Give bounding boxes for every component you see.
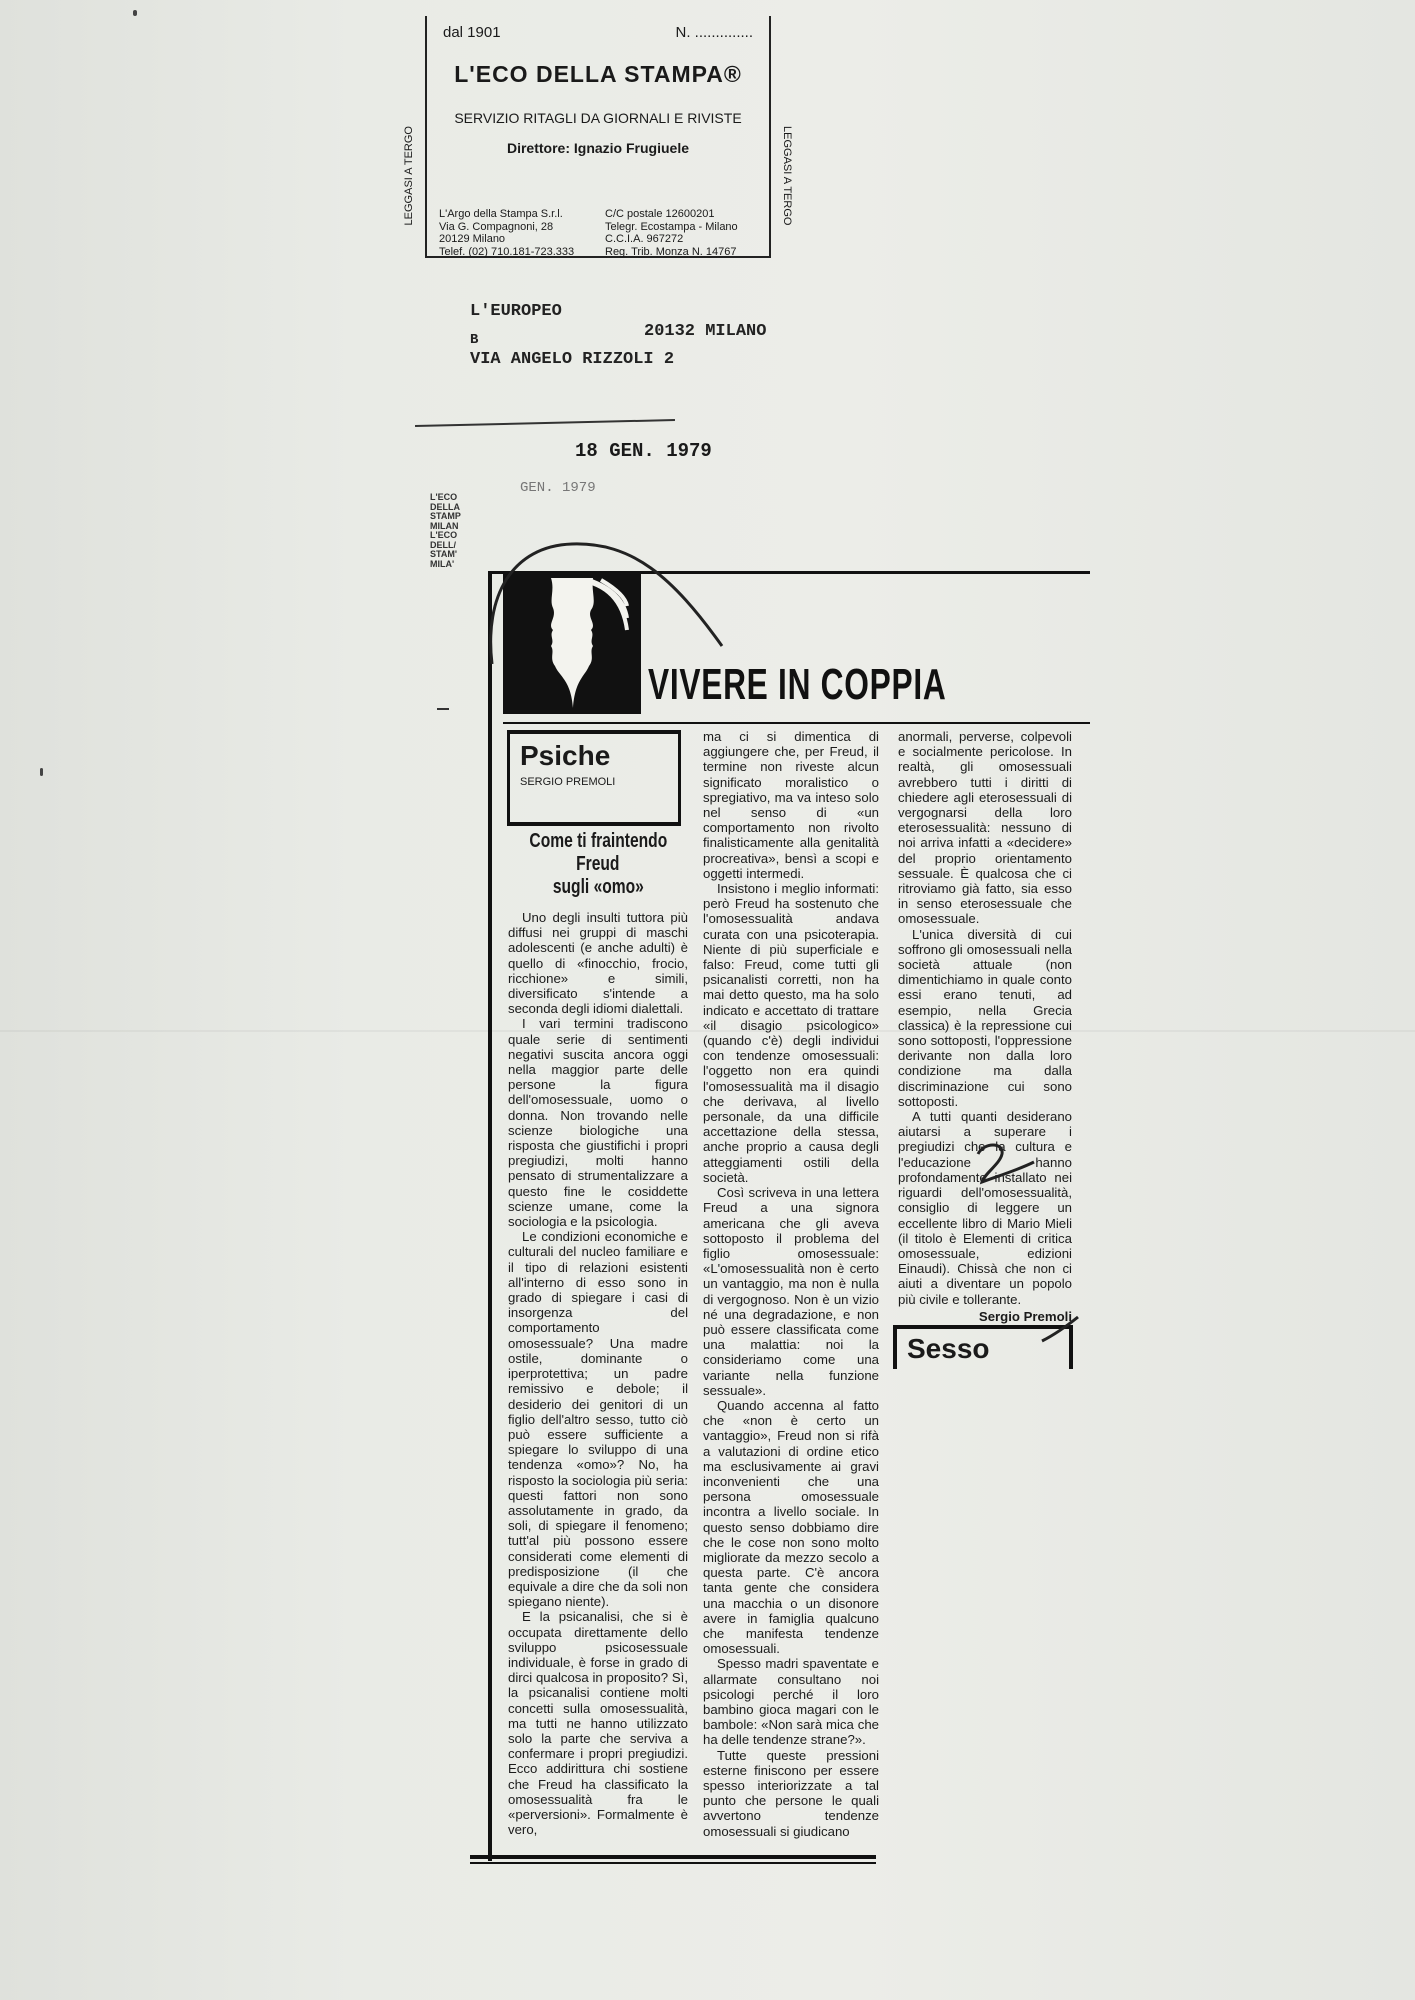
rubric-name: Psiche	[520, 740, 611, 771]
paragraph: ma ci si dimentica di aggiungere che, per Freud, il termine non riveste alcun significato moralistico o spregiativo, ma va inteso solo nel senso di «un comportamento non rivolto finalisticamente alla genitalità procreativa», bensì a scopi e oggetti intermedi.	[703, 729, 879, 881]
section-rule	[503, 722, 1090, 724]
stamp-side-text-right: LEGGASI A TERGO	[781, 126, 793, 226]
paragraph: E la psicanalisi, che si è occupata direttamente dello sviluppo psicosessuale individuale, è forse in grado di dirci qualcosa in proposito? Sì, la psicanalisi contiene molti concetti sulla omosessualità, ma tutti ne hanno utilizzato solo la parte che serviva a confermare i propri pregiudizi. Ecco addirittura chi sostiene che Freud ha classificato la omosessualità fra le «perversioni». Formalmente è vero,	[508, 1609, 688, 1838]
recipient-city: 20132 MILANO	[644, 322, 767, 341]
paragraph: Insistono i meglio informati: però Freud ha sostenuto che l'omosessualità andava curata con una psicoterapia. Niente di più superficiale e falso: Freud, come tutti gli psicanalisti corretti, non ha mai detto questo, ma ha solo indicato e accettato di trattare «il disagio psicologico» (quando c'è) degli individui con tendenze omosessuali: l'oggetto non era quindi l'omosessualità ma il disagio che derivava, al livello personale, da una difficile accettazione della stessa, anche proprio a causa degli atteggiamenti ostili della società.	[703, 881, 879, 1185]
paragraph: Tutte queste pressioni esterne finiscono per essere spesso interiorizzate a tal punto che persone le quali avvertono tendenze omosessuali si giudicano	[703, 1747, 879, 1839]
mini-stamp-line: MILA'	[430, 558, 455, 569]
article-signature: Sergio Premoli	[978, 1308, 1072, 1324]
stamp-ccia: C.C.I.A. 967272	[605, 233, 684, 245]
rubric-box	[507, 730, 681, 826]
stamp-address-left	[439, 208, 574, 258]
stamp-postal-account: C/C postale 12600201	[605, 208, 715, 220]
mini-stamp-line: DELLA	[430, 501, 460, 512]
stamp-registry: Reg. Trib. Monza N. 14767	[605, 245, 737, 258]
headline-line: Freud	[576, 853, 620, 875]
clipping-left-rule	[488, 571, 492, 1861]
mini-stamp-line: STAMP	[430, 511, 461, 521]
stamp-phone: Telef. (02) 710.181-723.333	[439, 245, 575, 258]
clipping-bottom-rule	[470, 1862, 876, 1864]
paragraph: Quando accenna al fatto che «non è certo un vantaggio», Freud non si rifà a valutazioni di ordine etico ma esclusivamente ai gravi inconvenienti che una persona omosessuale incontra a livello sociale. In questo senso dobbiamo dire che le cose non sono molto migliorate da mezzo secolo a questa parte. C'è ancora tanta gente che considera una macchia o un disonore avere in famiglia qualcuno che manifesta tendenze omosessuali.	[703, 1397, 879, 1657]
paragraph: Le condizioni economiche e culturali del nucleo familiare e il tipo di relazioni esistenti all'interno di esso sono in grado di spiegare i casi di insorgenza del comportamento omosessuale? Una madre ostile, dominante o iperprotettiva; un padre remissivo e debole; il desiderio dei genitori di un figlio dell'altro sesso, tutto ciò può essere sufficiente a spiegare lo sviluppo di una tendenza «omo»? No, ha risposto la sociologia più seria: questi fattori non sono assolutamente in grado, da soli, di spiegare il fenomeno; tutt'al più possono essere considerati come elementi di predisposizione (il che equivale a dire che da soli non spiegano niente).	[508, 1229, 688, 1610]
paper-speck	[40, 768, 43, 776]
mini-stamp-line: MILAN	[430, 520, 459, 531]
pen-annotation-mark	[968, 1140, 1038, 1190]
stamp-telegram: Telegr. Ecostampa - Milano	[605, 220, 738, 233]
stamp-street: Via G. Compagnoni, 28	[439, 220, 554, 233]
article-headline	[500, 830, 696, 899]
stamp-company: L'Argo della Stampa S.r.l.	[439, 208, 563, 220]
mini-stamp-line: DELL/	[430, 539, 456, 550]
date-stamp: 18 GEN. 1979	[575, 440, 712, 462]
mini-stamp-line: STAM'	[430, 549, 457, 559]
date-stamp-faint: GEN. 1979	[520, 480, 596, 496]
clipping-service-stamp	[403, 16, 793, 258]
stamp-brand: L'ECO DELLA STAMPA®	[454, 61, 742, 87]
paragraph: Così scriveva in una lettera Freud a una signora americana che gli aveva sottoposto il problema del figlio omosessuale: «L'omosessualità non è certo un vantaggio, ma non è nulla di vergognoso. Non è un vizio né una degradazione, e non può essere classificata come una malattia: noi la consideriamo come una variante nella funzione sessuale».	[703, 1185, 879, 1398]
headline-line: sugli «omo»	[552, 876, 644, 898]
stamp-side-text-left: LEGGASI A TERGO	[403, 126, 415, 226]
paragraph: Uno degli insulti tuttora più diffusi nei gruppi di maschi adolescenti (e anche adulti) è quello di «finocchio, frocio, ricchione» e simili, diversificato s'intende a seconda degli idiomi dialettali.	[508, 910, 688, 1017]
margin-mark	[437, 708, 449, 710]
stamp-address-right	[605, 208, 738, 258]
paragraph: A tutti quanti desiderano aiutarsi a superare i pregiudizi che la cultura e l'educazione hanno profondamente installato nei riguardi dell'omosessualità, consiglio di leggere un eccellente libro di Mario Mieli (il titolo è Elementi di critica omosessuale, edizioni Einaudi). Chissà che non ci aiuti a diventare un popolo più civile e tollerante.	[898, 1109, 1072, 1307]
article-column-2	[703, 729, 879, 1839]
article-column-1	[508, 910, 688, 1837]
article-column-3	[898, 729, 1072, 1324]
pen-slash-mark	[1040, 1315, 1080, 1345]
paragraph: anormali, perverse, colpevoli e socialmente pericolose. In realtà, gli omosessuali avrebbero tutti i diritti di chiedere agli eterosessuali di vergognarsi della loro eterosessualità: nessuno di noi arriva infatti a «decidere» del proprio orientamento sessuale. È qualcosa che ci ritroviamo già fatto, sia esso in senso eterosessuale che omosessuale.	[898, 729, 1072, 927]
next-article-label: Sesso	[907, 1333, 990, 1364]
headline-line: Come ti fraintendo	[529, 830, 667, 852]
pen-circle-mark	[482, 536, 742, 666]
recipient-code: B	[470, 332, 479, 348]
mini-stamp-line: L'ECO	[430, 530, 458, 540]
stamp-number-field: N. ..............	[675, 24, 753, 41]
stamp-service: SERVIZIO RITAGLI DA GIORNALI E RIVISTE	[454, 110, 742, 126]
stamp-since: dal 1901	[443, 24, 501, 41]
paper-speck	[133, 10, 137, 16]
mini-stamp	[430, 493, 461, 569]
clipping-bottom-rule	[470, 1855, 876, 1859]
recipient-street: VIA ANGELO RIZZOLI 2	[470, 350, 675, 369]
paragraph: L'unica diversità di cui soffrono gli omosessuali nella società attuale (non dimentichiamo in quale conto essi erano tenuti, ad esempio, nella Grecia classica) è la repressione cui sono sottoposti, l'oppressione derivante non dalla loro condizione ma dalla discriminazione cui sono sottoposti.	[898, 926, 1072, 1109]
rubric-author: SERGIO PREMOLI	[520, 776, 616, 788]
mini-stamp-line: L'ECO	[430, 492, 458, 502]
stamp-city: 20129 Milano	[439, 233, 506, 245]
section-title: VIVERE IN COPPIA	[648, 660, 947, 709]
stamp-director: Direttore: Ignazio Frugiuele	[506, 140, 689, 156]
paragraph: I vari termini tradiscono quale serie di sentimenti negativi suscita ancora oggi nella maggior parte delle persone la figura dell'omosessuale, uomo o donna. Non trovando nelle scienze biologiche una risposta che giustifichi i propri pregiudizi, molti hanno pensato di strumentalizzare a questo fine le cosiddette scienze umane, come la sociologia e la psicologia.	[508, 1016, 688, 1230]
recipient-publication: L'EUROPEO	[470, 302, 562, 321]
paragraph: Spesso madri spaventate e allarmate consultano noi psicologi perché il loro bambino gioca magari con le bambole: «Non sarà mica che ha delle tendenze strane?».	[703, 1656, 879, 1748]
